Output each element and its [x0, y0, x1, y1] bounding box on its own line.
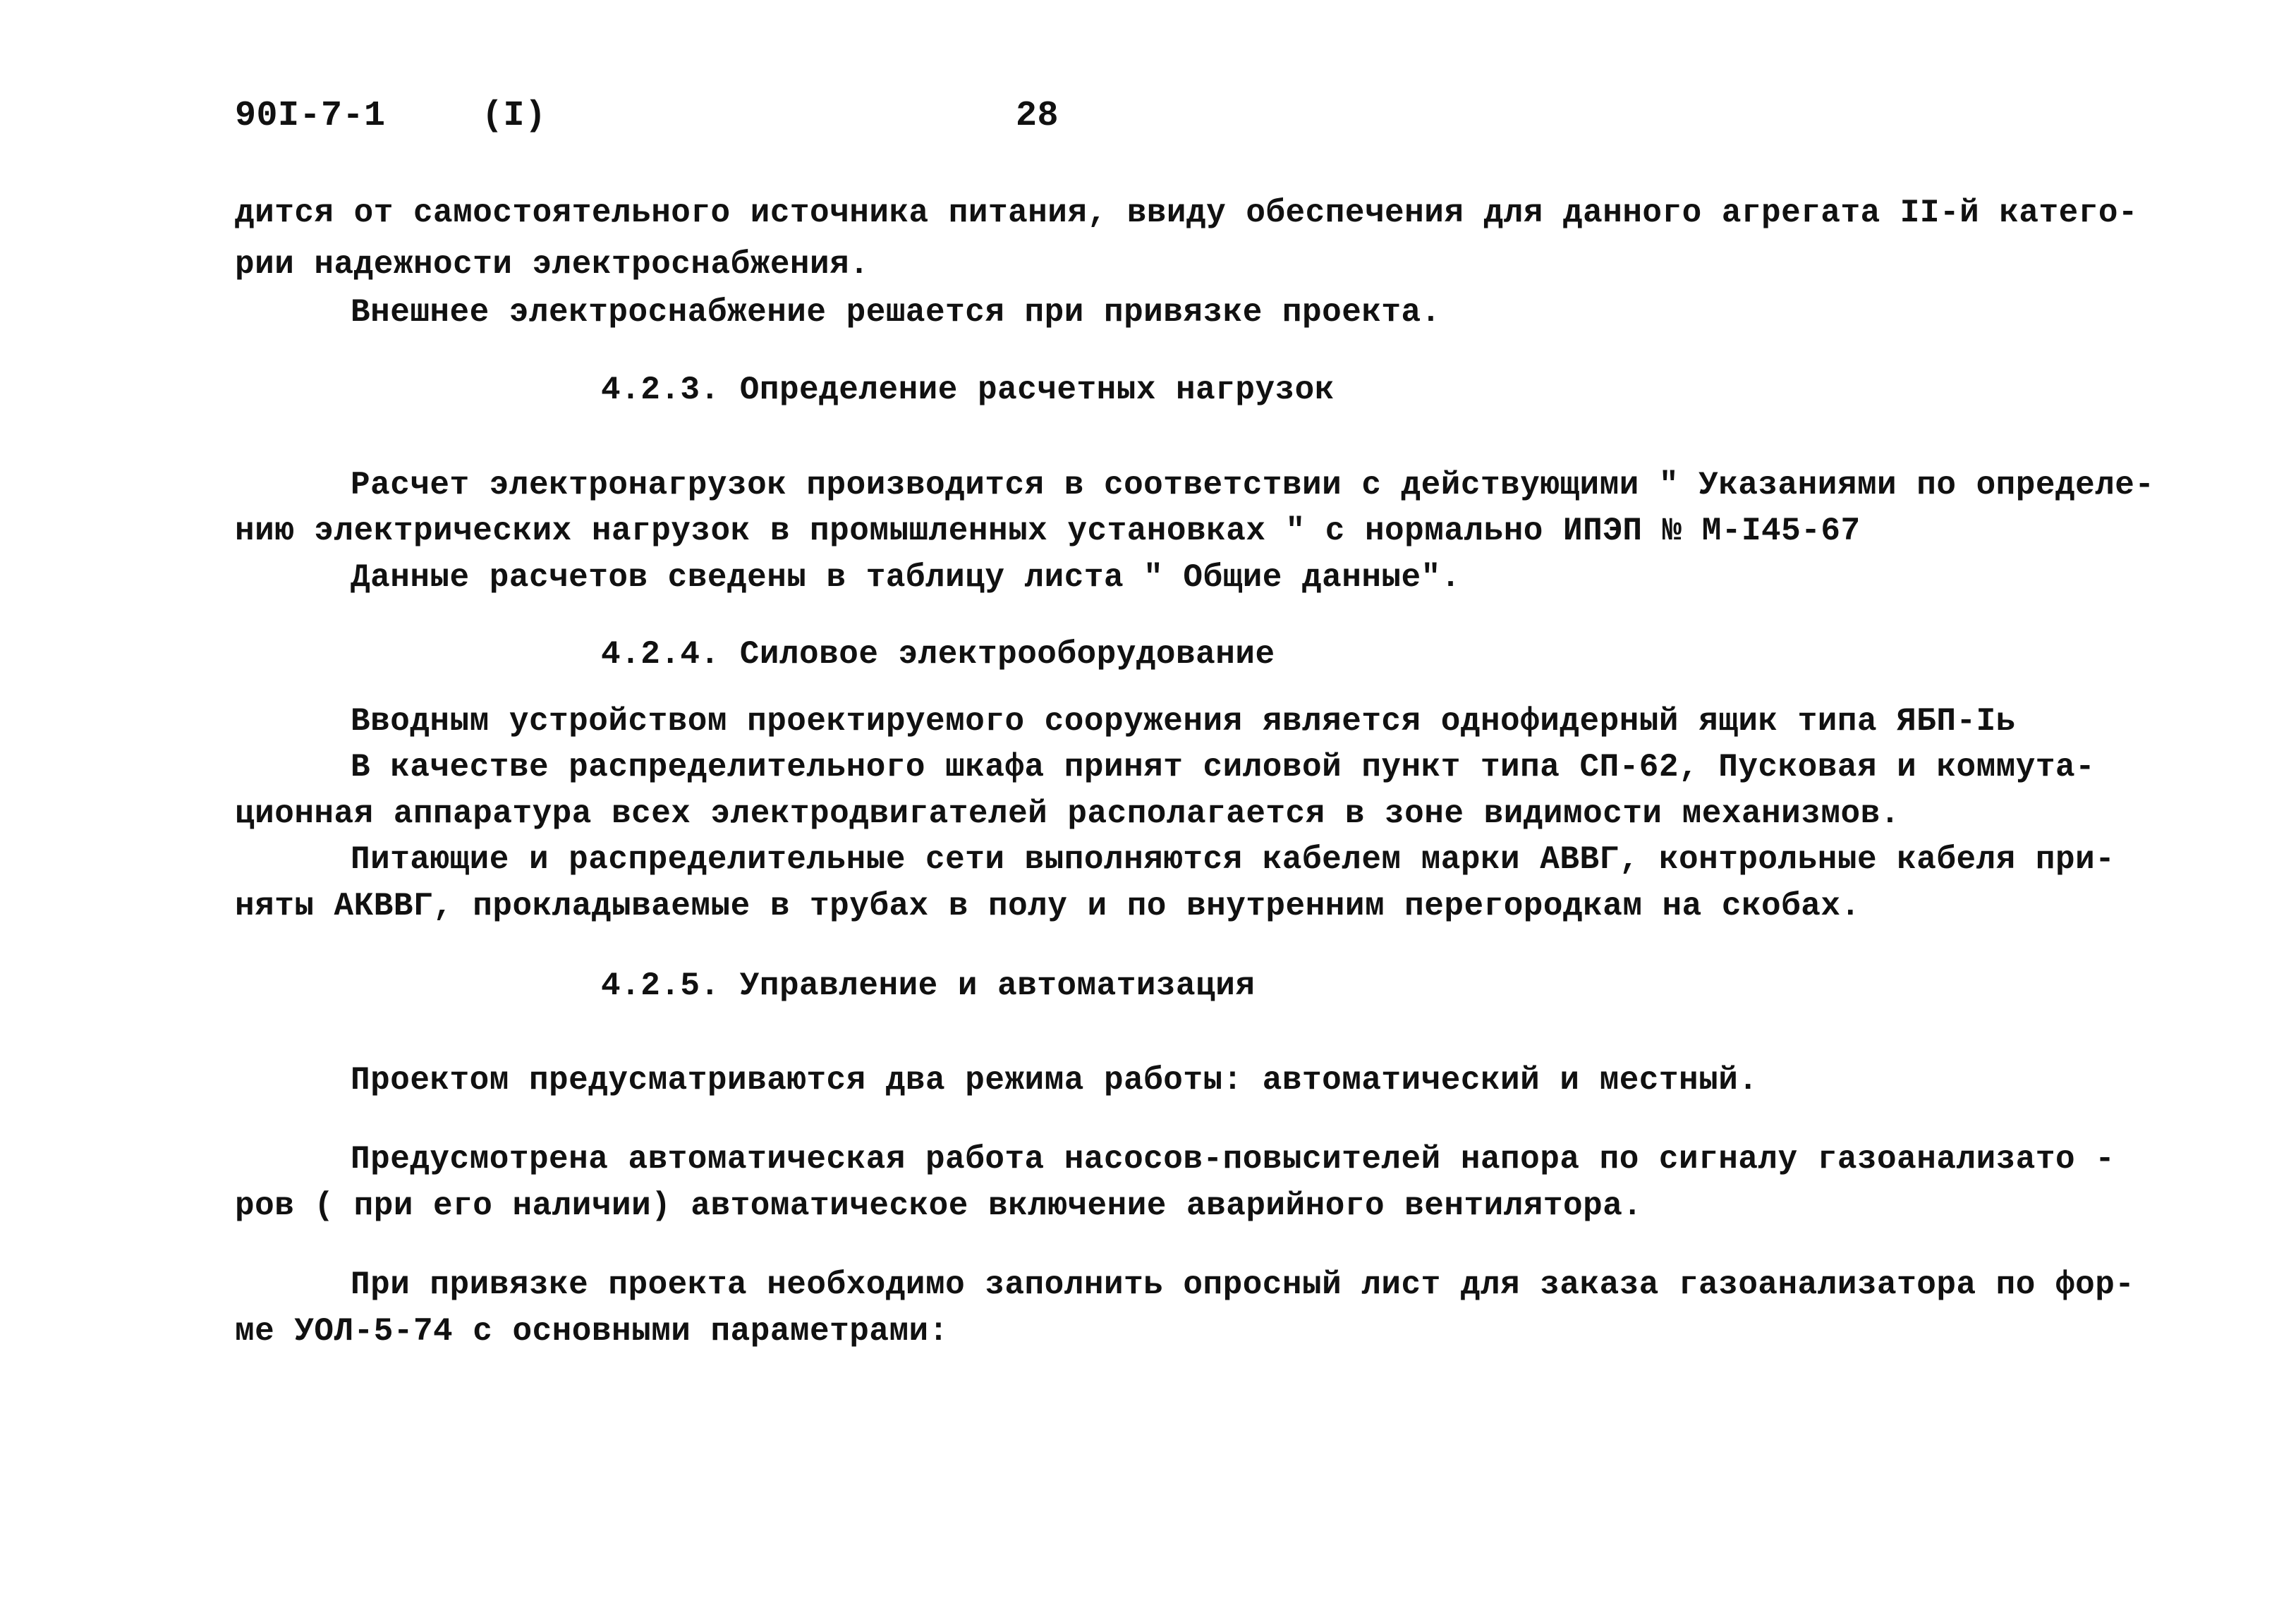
- page-number: 28: [1016, 96, 1059, 136]
- text-line: При привязке проекта необходимо заполнить опросный лист для заказа газоанализатора по фор-: [351, 1266, 2135, 1303]
- text-line: В качестве распределительного шкафа принят силовой пункт типа СП-62, Пусковая и коммута-: [351, 749, 2096, 786]
- text-line: дится от самостоятельного источника питания, ввиду обеспечения для данного агрегата II-й катего-: [235, 195, 2139, 231]
- doc-code: 90I-7-1: [235, 96, 386, 136]
- text-line: Данные расчетов сведены в таблицу листа " Общие данные".: [351, 559, 1461, 596]
- text-line: Вводным устройством проектируемого сооружения является однофидерный ящик типа ЯБП-Iь: [351, 703, 2016, 740]
- text-line: няты АКВВГ, прокладываемые в трубах в полу и по внутренним перегородкам на скобах.: [235, 888, 1861, 924]
- text-line: нию электрических нагрузок в промышленных установках " с нормально ИПЭП № М-I45-67: [235, 513, 1861, 549]
- text-line: ционная аппаратура всех электродвигателей располагается в зоне видимости механизмов.: [235, 795, 1900, 832]
- doc-part: (I): [482, 96, 547, 136]
- text-line: ме УОЛ-5-74 с основными параметрами:: [235, 1313, 949, 1350]
- text-line: Предусмотрена автоматическая работа насосов-повысителей напора по сигналу газоанализато -: [351, 1141, 2115, 1178]
- text-line: Проектом предусматриваются два режима работы: автоматический и местный.: [351, 1062, 1758, 1099]
- text-line: Питающие и распределительные сети выполняются кабелем марки АВВГ, контрольные кабеля при-: [351, 841, 2115, 878]
- text-line: ров ( при его наличии) автоматическое включение аварийного вентилятора.: [235, 1188, 1643, 1224]
- section-heading-4-2-4: 4.2.4. Силовое электрооборудование: [601, 636, 1275, 673]
- text-line: Внешнее электроснабжение решается при привязке проекта.: [351, 294, 1441, 331]
- section-heading-4-2-3: 4.2.3. Определение расчетных нагрузок: [601, 372, 1335, 408]
- text-line: Расчет электронагрузок производится в соответствии с действующими " Указаниями по определе-: [351, 467, 2155, 503]
- section-heading-4-2-5: 4.2.5. Управление и автоматизация: [601, 967, 1256, 1004]
- text-line: рии надежности электроснабжения.: [235, 246, 870, 283]
